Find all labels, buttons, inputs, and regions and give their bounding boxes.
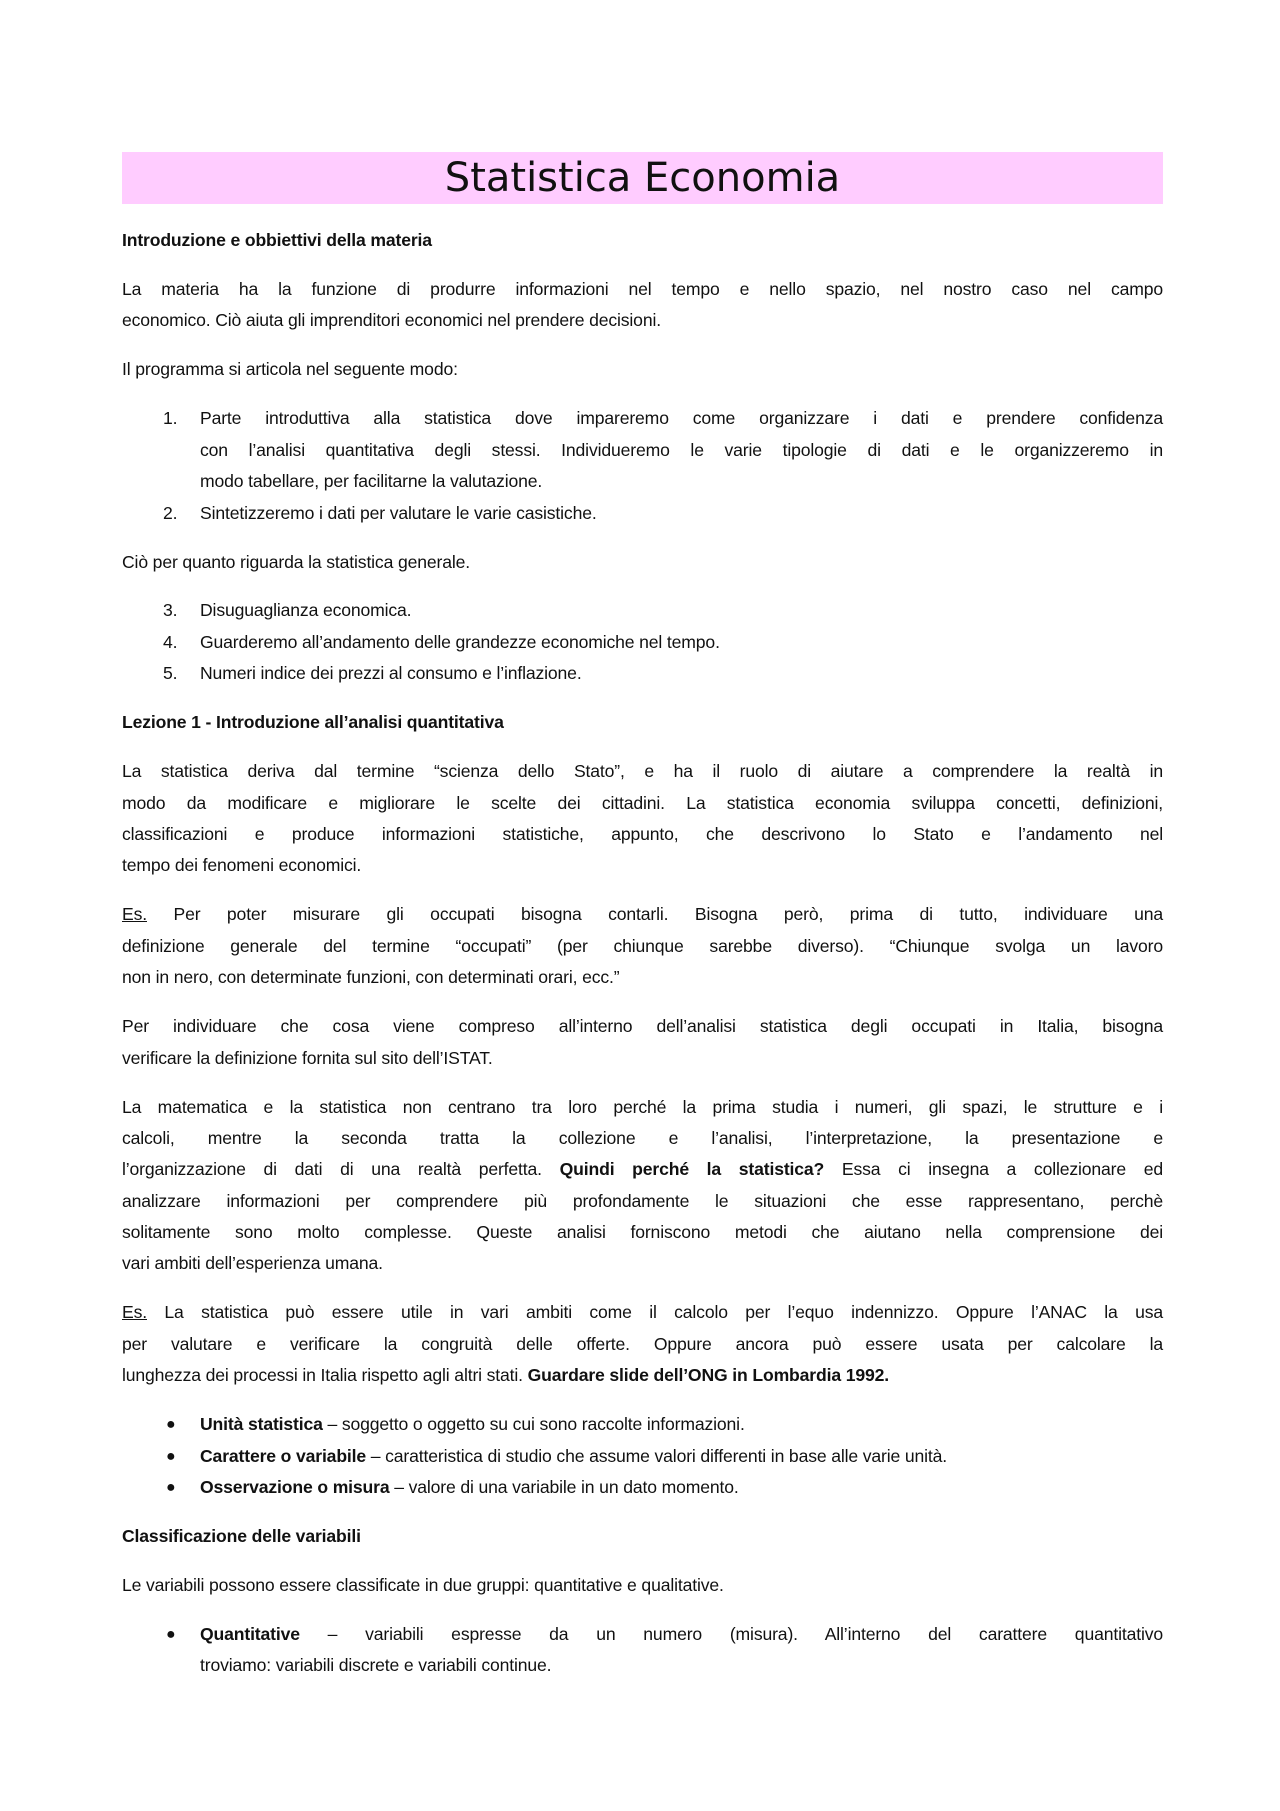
section-heading <box>122 707 1163 738</box>
text-run: – soggetto o oggetto su cui sono raccolte informazioni. <box>322 1414 745 1435</box>
text-line <box>122 1092 1163 1123</box>
text-run: classificazioni e produce informazioni statistiche, appunto, che descrivono lo Stato e l’andamento nel <box>122 824 1163 845</box>
text-line <box>122 788 1163 819</box>
paragraph <box>122 1570 1163 1601</box>
paragraph <box>122 354 1163 385</box>
text-line <box>122 1217 1163 1248</box>
text-line <box>122 707 1163 738</box>
list-item <box>122 1409 1163 1440</box>
text-run: definizione generale del termine “occupati” (per chiunque sarebbe diverso). “Chiunque svolga un lavoro <box>122 935 1163 956</box>
bold-text: Osservazione o misura <box>200 1477 390 1498</box>
text-run: vari ambiti dell’esperienza umana. <box>122 1253 383 1274</box>
text-run: Essa ci insegna a collezionare ed <box>824 1159 1164 1180</box>
paragraph <box>122 274 1163 337</box>
text-run: Il programma si articola nel seguente modo: <box>122 359 458 380</box>
text-line <box>122 931 1163 962</box>
text-line <box>200 1472 1163 1503</box>
text-run: modo da modificare e migliorare le scelte dei cittadini. La statistica economia sviluppa concetti, definizioni, <box>122 792 1163 813</box>
text-line <box>122 1570 1163 1601</box>
text-run: Le variabili possono essere classificate in due gruppi: quantitative e qualitative. <box>122 1574 724 1595</box>
text-run: con l’analisi quantitativa degli stessi. Individueremo le varie tipologie di dati e le organizzeremo in <box>200 439 1163 460</box>
bold-text: Quindi perché la statistica? <box>559 1159 825 1180</box>
list-item <box>122 595 1163 626</box>
numbered-list <box>122 403 1163 529</box>
text-run: Parte introduttiva alla statistica dove impareremo come organizzare i dati e prendere confidenza <box>200 408 1163 429</box>
text-line <box>122 1154 1163 1185</box>
list-number: 3. <box>163 600 178 621</box>
bold-text: Quantitative <box>200 1623 300 1644</box>
text-run: Guarderemo all’andamento delle grandezze economiche nel tempo. <box>200 631 720 652</box>
text-run: Numeri indice dei prezzi al consumo e l’inflazione. <box>200 663 582 684</box>
text-run: Per poter misurare gli occupati bisogna contarli. Bisogna però, prima di tutto, individuare una <box>146 904 1163 925</box>
document-page <box>122 152 1163 1699</box>
bullet-icon: ● <box>166 1625 176 1643</box>
list-number: 5. <box>163 663 178 684</box>
text-line <box>122 899 1163 930</box>
paragraph <box>122 899 1163 993</box>
text-line <box>122 274 1163 305</box>
text-run: Classificazione delle variabili <box>122 1526 361 1546</box>
text-line <box>200 658 1163 689</box>
text-run: – variabili espresse da un numero (misura). All’interno del carattere quantitativo <box>299 1623 1163 1644</box>
text-run: tempo dei fenomeni economici. <box>122 855 362 876</box>
document-title: Statistica Economia <box>122 152 1163 204</box>
bullet-list <box>122 1409 1163 1503</box>
bullet-icon: ● <box>166 1479 176 1497</box>
list-item <box>122 658 1163 689</box>
text-line <box>122 1043 1163 1074</box>
document-body <box>122 225 1163 1682</box>
text-run: La matematica e la statistica non centrano tra loro perché la prima studia i numeri, gli spazi, le strutture e i <box>122 1096 1163 1117</box>
text-run: Lezione 1 - Introduzione all’analisi quantitativa <box>122 712 504 733</box>
text-line <box>200 1650 1163 1681</box>
numbered-list <box>122 595 1163 689</box>
paragraph <box>122 1297 1163 1391</box>
list-item <box>122 1441 1163 1472</box>
text-run: La statistica può essere utile in vari ambiti come il calcolo per l’equo indennizzo. Oppure l’ANAC la usa <box>146 1302 1163 1323</box>
text-run: troviamo: variabili discrete e variabili continue. <box>200 1655 552 1676</box>
text-line <box>200 403 1163 434</box>
list-item <box>122 1619 1163 1682</box>
text-line <box>200 595 1163 626</box>
bullet-icon: ● <box>166 1416 176 1434</box>
text-run: – caratteristica di studio che assume valori differenti in base alle varie unità. <box>366 1445 948 1466</box>
text-line <box>122 354 1163 385</box>
text-run: per valutare e verificare la congruità delle offerte. Oppure ancora può essere usata per calcolare la <box>122 1333 1163 1354</box>
list-item <box>122 498 1163 529</box>
text-line <box>122 1011 1163 1042</box>
text-run: La statistica deriva dal termine “scienza dello Stato”, e ha il ruolo di aiutare a comprendere la realtà in <box>122 761 1163 782</box>
text-run: verificare la definizione fornita sul sito dell’ISTAT. <box>122 1047 493 1068</box>
text-line <box>200 1409 1163 1440</box>
text-run: analizzare informazioni per comprendere più profondamente le situazioni che esse rappresentano, perchè <box>122 1190 1163 1211</box>
text-line <box>200 435 1163 466</box>
text-line <box>122 850 1163 881</box>
text-line <box>122 1123 1163 1154</box>
text-run: Sintetizzeremo i dati per valutare le varie casistiche. <box>200 502 597 523</box>
text-line <box>122 1297 1163 1328</box>
text-line <box>122 1248 1163 1279</box>
list-number: 2. <box>163 502 178 523</box>
text-run: economico. Ciò aiuta gli imprenditori economici nel prendere decisioni. <box>122 310 661 331</box>
text-line <box>122 1360 1163 1391</box>
text-run: Ciò per quanto riguarda la statistica generale. <box>122 551 470 572</box>
paragraph <box>122 1092 1163 1280</box>
text-line <box>200 1441 1163 1472</box>
text-run: La materia ha la funzione di produrre informazioni nel tempo e nello spazio, nel nostro caso nel campo <box>122 278 1163 299</box>
text-line <box>122 1329 1163 1360</box>
text-line <box>122 1186 1163 1217</box>
text-line <box>122 547 1163 578</box>
bold-text: Guardare slide dell’ONG in Lombardia 1992. <box>527 1365 889 1386</box>
bold-text: Carattere o variabile <box>200 1445 367 1466</box>
section-heading <box>122 1521 1163 1552</box>
text-run: Disuguaglianza economica. <box>200 600 412 621</box>
text-run: non in nero, con determinate funzioni, con determinati orari, ecc.” <box>122 967 620 988</box>
text-line <box>200 498 1163 529</box>
paragraph <box>122 1011 1163 1074</box>
list-item <box>122 627 1163 658</box>
text-line <box>122 819 1163 850</box>
text-line <box>200 1619 1163 1650</box>
text-line <box>200 466 1163 497</box>
text-run: lunghezza dei processi in Italia rispetto agli altri stati. <box>122 1365 528 1386</box>
list-item <box>122 1472 1163 1503</box>
text-run: – valore di una variabile in un dato momento. <box>389 1477 739 1498</box>
paragraph <box>122 547 1163 578</box>
section-heading <box>122 225 1163 256</box>
text-line <box>122 962 1163 993</box>
text-line <box>122 305 1163 336</box>
list-item <box>122 403 1163 497</box>
bold-text: Unità statistica <box>200 1414 323 1435</box>
list-number: 4. <box>163 631 178 652</box>
text-run: l’organizzazione di dati di una realtà perfetta. <box>122 1159 560 1180</box>
text-line <box>122 225 1163 256</box>
text-line <box>122 756 1163 787</box>
text-run: modo tabellare, per facilitarne la valutazione. <box>200 471 543 492</box>
text-run: calcoli, mentre la seconda tratta la collezione e l’analisi, l’interpretazione, la presentazione e <box>122 1127 1163 1148</box>
text-run: Per individuare che cosa viene compreso all’interno dell’analisi statistica degli occupati in Italia, bisogna <box>122 1016 1163 1037</box>
bullet-list <box>122 1619 1163 1682</box>
underlined-text: Es. <box>122 904 147 925</box>
paragraph <box>122 756 1163 882</box>
text-run: Introduzione e obbiettivi della materia <box>122 230 432 250</box>
bullet-icon: ● <box>166 1447 176 1465</box>
list-number: 1. <box>163 408 178 429</box>
text-line <box>122 1521 1163 1552</box>
underlined-text: Es. <box>122 1302 147 1323</box>
text-run: solitamente sono molto complesse. Queste analisi forniscono metodi che aiutano nella comprensione dei <box>122 1222 1163 1243</box>
text-line <box>200 627 1163 658</box>
